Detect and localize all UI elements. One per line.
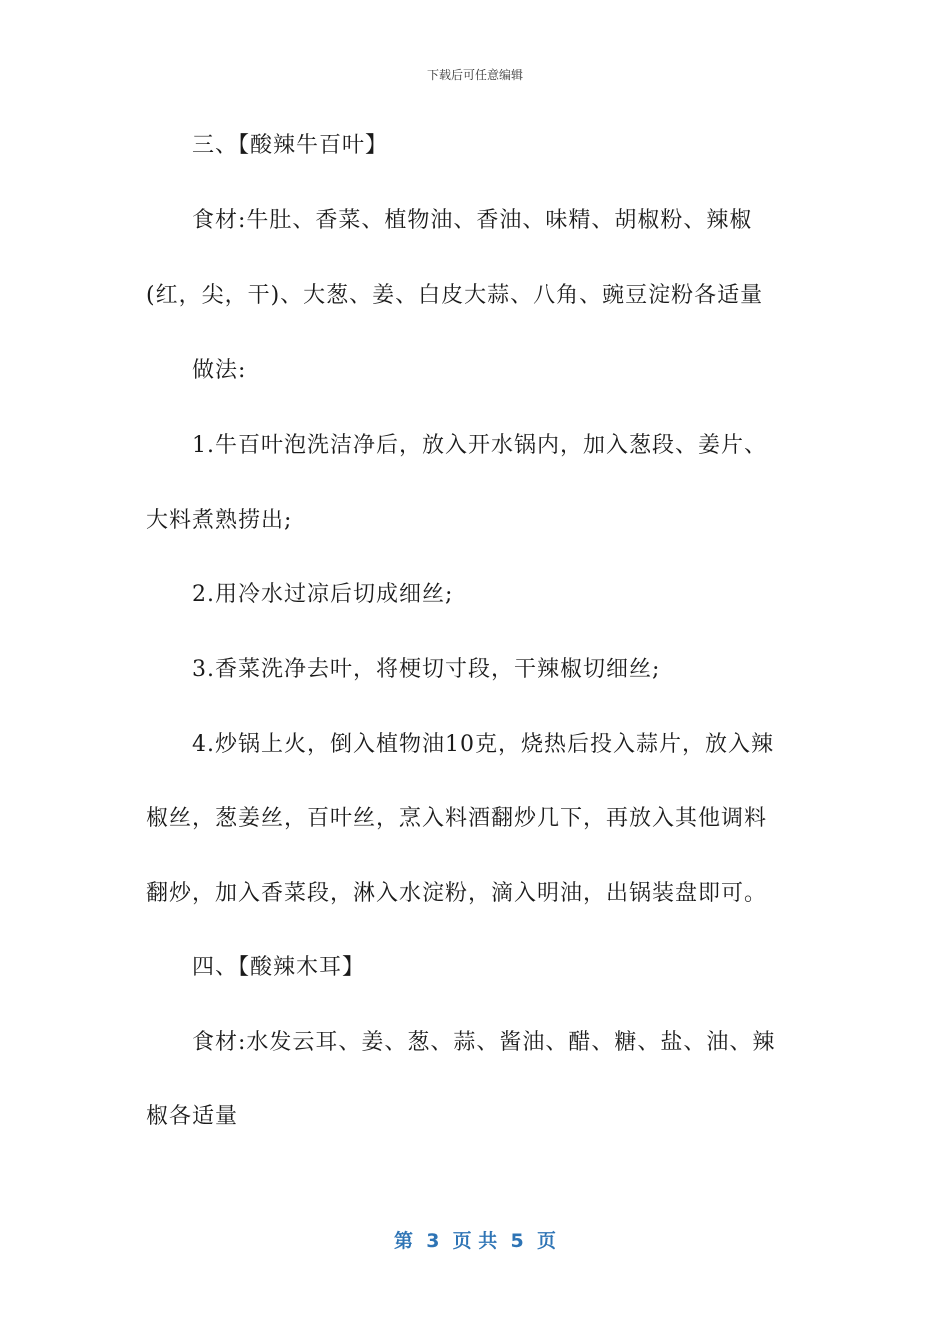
ingredients-line-cont: 椒各适量: [146, 1104, 239, 1129]
step-4: 4.炒锅上火，倒入植物油10克，烧热后投入蒜片，放入辣: [192, 732, 774, 757]
ingredients-line-cont: (红，尖，干)、大葱、姜、白皮大蒜、八角、豌豆淀粉各适量: [146, 283, 764, 308]
step-1-cont: 大料煮熟捞出;: [146, 508, 293, 533]
section-heading-3: 三、【酸辣牛百叶】: [192, 133, 389, 158]
ingredients-line: 食材:水发云耳、姜、葱、蒜、酱油、醋、糖、盐、油、辣: [192, 1030, 776, 1055]
page-number-footer: 第 3 页 共 5 页: [394, 1230, 556, 1252]
step-4-cont: 翻炒，加入香菜段，淋入水淀粉，滴入明油，出锅装盘即可。: [146, 881, 768, 906]
header-note: 下载后可任意编辑: [426, 68, 523, 82]
step-2: 2.用冷水过凉后切成细丝;: [192, 582, 454, 607]
section-heading-4: 四、【酸辣木耳】: [192, 955, 366, 980]
step-4-cont: 椒丝，葱姜丝，百叶丝，烹入料酒翻炒几下，再放入其他调料: [146, 806, 768, 831]
ingredients-line: 食材:牛肚、香菜、植物油、香油、味精、胡椒粉、辣椒: [192, 208, 753, 233]
method-label: 做法:: [192, 358, 247, 383]
step-3: 3.香菜洗净去叶，将梗切寸段，干辣椒切细丝;: [192, 657, 661, 682]
step-1: 1.牛百叶泡洗洁净后，放入开水锅内，加入葱段、姜片、: [192, 433, 767, 458]
